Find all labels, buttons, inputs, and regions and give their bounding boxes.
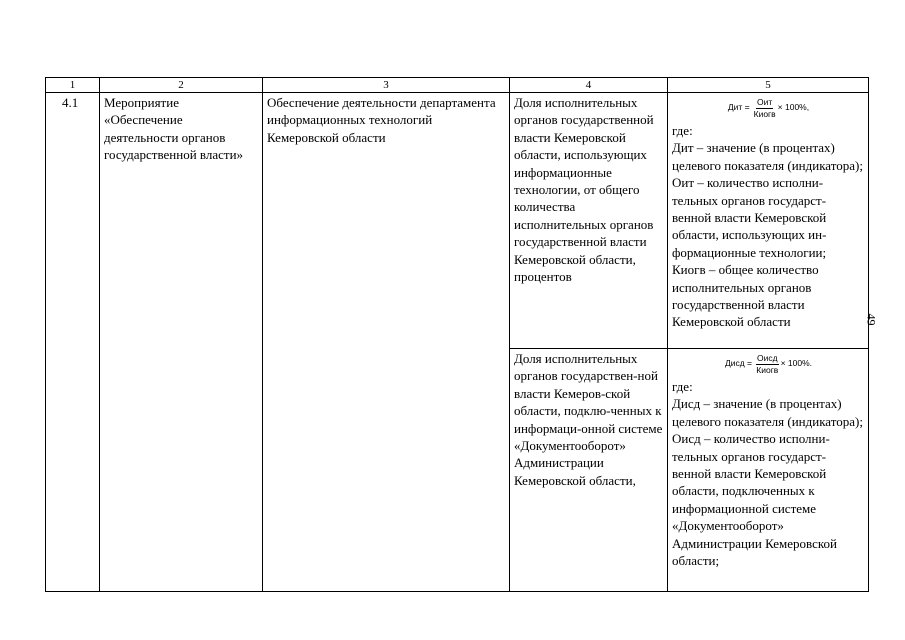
description-cell: Обеспечение деятельности департамента информационных технологий Кемеровской области (263, 93, 510, 592)
indicator-2-formula (672, 351, 865, 377)
activity-cell: Мероприятие «Обеспечение деятельности органов государственной власти» (100, 93, 263, 592)
indicator-2-name: Доля исполнительных органов государствен-ной власти Кемеров-ской области, подклю-ченных к информаци-онной системе «Документооборот» Администрации Кемеровской области, (510, 349, 668, 592)
where-label: где: (672, 123, 693, 138)
definition-line: Киогв – общее количество исполнительных органов государственной власти Кемеровской области (672, 262, 819, 330)
indicator-1-formula (672, 95, 865, 121)
column-number-3: 3 (263, 78, 510, 93)
formula-fraction (756, 354, 779, 375)
formula-fraction (754, 98, 776, 119)
definition-line: Дисд – значение (в процентах) целевого показателя (индикатора); (672, 396, 863, 429)
table-row (46, 93, 869, 349)
formula-lhs: Дисд = (724, 358, 753, 369)
indicators-table (45, 77, 869, 592)
definition-line: Оисд – количество исполни-тельных органов государст-венной власти Кемеровской области, подключенных к информационной системе «Документооборот» Администрации Кемеровской области; (672, 431, 837, 569)
column-number-4: 4 (510, 78, 668, 93)
indicator-1-method (668, 93, 869, 349)
formula-lhs: Дит = (727, 102, 750, 113)
row-number: 4.1 (46, 93, 100, 592)
formula-rhs: × 100%, (777, 102, 810, 113)
formula-denominator: Киогв (753, 108, 776, 119)
page-number: 49 (864, 313, 879, 326)
formula-numerator: Оисд (757, 352, 778, 363)
column-number-5: 5 (668, 78, 869, 93)
formula-rhs: × 100%. (780, 358, 813, 369)
indicator-1-name: Доля исполнительных органов государственной власти Кемеровской области, использующих информационные технологии, от общего количества исполнительных органов государственной власти Кемеровской области, процентов (510, 93, 668, 349)
column-number-1: 1 (46, 78, 100, 93)
definition-line: Дит – значение (в процентах) целевого показателя (индикатора); (672, 140, 863, 173)
where-label: где: (672, 379, 693, 394)
column-number-2: 2 (100, 78, 263, 93)
definition-line: Оит – количество исполни-тельных органов государст-венной власти Кемеровской области, использующих ин-формационные технологии; (672, 175, 827, 260)
table-header-row (46, 78, 869, 93)
indicator-2-method (668, 349, 869, 592)
formula-numerator: Оит (757, 96, 773, 107)
formula-denominator: Киогв (756, 364, 779, 375)
